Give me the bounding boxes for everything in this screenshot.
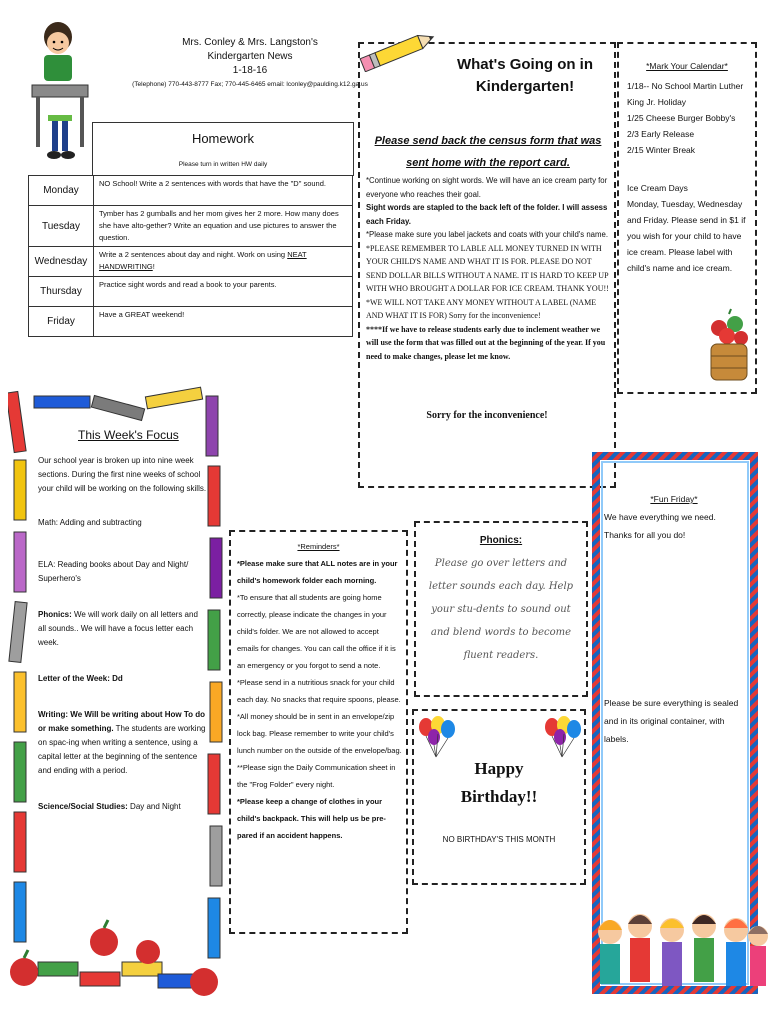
homework-day: Monday (29, 176, 94, 206)
calendar-list (627, 78, 755, 158)
news-title-line: What's Going on in (456, 56, 594, 73)
children-group-illustration (592, 900, 770, 1010)
homework-task (94, 247, 353, 277)
focus-item-label: ELA (38, 560, 54, 569)
student-at-desk-illustration (28, 15, 92, 165)
focus-item-text: We will work daily on all letters and all sounds.. We will have a focus letter each week. (38, 610, 198, 647)
fun-friday-text: We have everything we need. Thanks for all you do! (604, 512, 716, 540)
calendar-item: 1/18-- No School Martin Luther King Jr. Holiday (627, 81, 744, 107)
homework-task: Have a GREAT weekend! (94, 307, 353, 337)
phonics-box (414, 521, 588, 697)
focus-item (38, 708, 208, 778)
homework-task-text: Write a 2 sentences about day and night. Work on using (99, 250, 286, 259)
homework-row (29, 307, 353, 337)
newsletter-date: 1-18-16 (232, 65, 268, 76)
phonics-title: Phonics: (479, 535, 523, 546)
homework-task: Tymber has 2 gumballs and her mom gives her 2 more. How many does she have alto-gether? Write an equation and use pictures to answer the question. (94, 206, 353, 247)
homework-task-emphasis: NEAT HANDWRITING (99, 250, 307, 271)
homework-day: Friday (29, 307, 94, 337)
weekly-focus-section (38, 428, 208, 834)
homework-row (29, 206, 353, 247)
reminder-item: **Please sign the Daily Communication sheet in the "Frog Folder" every night. (237, 763, 396, 789)
homework-header (92, 122, 354, 176)
newsletter-header (100, 36, 400, 92)
homework-row (29, 277, 353, 307)
birthday-note: NO BIRTHDAY'S THIS MONTH (442, 835, 556, 844)
reminder-item: *All money should be in sent in an envelope/zip lock bag. Please remember to write your child's lunch number on the outside of the envelope/bag. (237, 712, 402, 755)
focus-item (38, 800, 208, 814)
focus-item (38, 608, 208, 650)
reminders-list (237, 555, 402, 844)
apple-basket-icon (707, 308, 751, 384)
ice-cream-text: Monday, Tuesday, Wednesday and Friday. Please send in $1 if you wish for your child to have ice cream. Please label with child's name and ice cream. (627, 199, 746, 273)
birthday-line: Happy (474, 759, 524, 778)
calendar-item: 2/15 Winter Break (627, 145, 696, 155)
reminder-item: *Please keep a change of clothes in your child's backpack. This will help us be pre-pared if an accident happens. (237, 797, 386, 840)
news-paragraph: *PLEASE REMEMBER TO LABLE ALL MONEY TURNED IN WITH YOUR CHILD'S NAME AND WHAT IT IS FOR. PLEASE DO NOT SEND DOLLAR BILLS WITHOUT A NAME. IT IS HARD TO KEEP UP WITH WHO BROUGHT A DOLLAR FOR ICE CREAM. THANK YOU!! (366, 243, 609, 293)
focus-item-label: Phonics: (38, 610, 72, 619)
birthday-box (412, 709, 586, 885)
phonics-text: Please go over letters and letter sounds each day. Help your stu-dents to sound out and blend words to become fluent readers. (428, 558, 574, 661)
calendar-item: 2/3 Early Release (627, 129, 695, 139)
news-paragraph: *WE WILL NOT TAKE ANY MONEY WITHOUT A LABEL (NAME AND WHAT IT IS FOR) Sorry for the inconvenience! (366, 297, 597, 320)
birthday-title (414, 755, 584, 811)
focus-item-text: : Adding and subtracting (55, 518, 142, 527)
focus-item-label: Science/Social Studies: (38, 802, 128, 811)
pencil-icon (356, 30, 440, 72)
focus-intro: Our school year is broken up into nine week sections. During the first nine weeks of school your child will be working on the following skills. (38, 456, 207, 493)
ice-cream-title: Ice Cream Days (627, 183, 688, 193)
news-apology: Sorry for the inconvenience! (426, 410, 548, 421)
news-paragraph: ****If we have to release students early due to inclement weather we will use the form that was filled out at the beginning of the year. If you need to make changes, please let me know. (366, 324, 606, 361)
reminder-item: *Please make sure that ALL notes are in your child's homework folder each morning. (237, 559, 398, 585)
homework-subtitle: Please turn in written HW daily (178, 161, 268, 168)
focus-item-label: Math (38, 518, 56, 527)
balloons-icon (416, 715, 456, 759)
ice-cream-days (627, 180, 749, 276)
reminders-title: *Reminders* (297, 542, 340, 551)
homework-day: Tuesday (29, 206, 94, 247)
fun-friday-title: *Fun Friday* (650, 494, 698, 504)
focus-title: This Week's Focus (78, 428, 179, 442)
birthday-line: Birthday!! (460, 787, 538, 806)
focus-item-text: The students are working on spac-ing when writing a sentence, using a capital letter at the beginning of the sentence and ending with a period. (38, 724, 206, 775)
fun-friday-closing: Please be sure everything is sealed and in its original container, with labels. (604, 698, 739, 744)
news-paragraph: *Continue working on sight words. We will have an ice cream party for everyone who reaches their goal. (366, 176, 608, 199)
focus-item (38, 558, 208, 586)
homework-task: NO School! Write a 2 sentences with words that have the "D" sound. (94, 176, 353, 206)
homework-task-end: ! (152, 262, 155, 271)
census-notice: Please send back the census form that was sent home with the report card. (374, 135, 602, 169)
news-paragraph: *Please make sure you label jackets and coats with your child's name. (366, 230, 609, 239)
teacher-names: Mrs. Conley & Mrs. Langston's (182, 37, 318, 48)
homework-row (29, 247, 353, 277)
balloons-icon (542, 715, 582, 759)
news-body (366, 174, 612, 363)
kindergarten-news-box (358, 42, 616, 488)
homework-title: Homework (191, 131, 255, 146)
news-paragraph: Sight words are stapled to the back left of the folder. I will assess each Friday. (366, 203, 608, 226)
calendar-item: 1/25 Cheese Burger Bobby's (627, 113, 736, 123)
reminders-box (229, 530, 408, 934)
reminder-item: *Please send in a nutritious snack for your child each day. No snacks that require spoons, please. (237, 678, 401, 704)
letter-of-week: Letter of the Week: Dd (38, 674, 123, 683)
homework-day: Wednesday (29, 247, 94, 277)
homework-table (28, 175, 353, 337)
contact-info: (Telephone) 770-443-8777 Fax; 770-445-6465 email: lconley@paulding.k12.ga.us (132, 81, 368, 88)
focus-item-text: : Reading books about Day and Night/ Superhero's (38, 560, 189, 583)
focus-item-label: Writing: We Will be writing about How To do or make something. (38, 710, 206, 733)
news-title-line: Kindergarten! (475, 78, 575, 95)
focus-item-text: Day and Night (127, 802, 181, 811)
news-title (440, 54, 610, 98)
fun-friday-section (604, 490, 744, 748)
focus-item (38, 516, 208, 530)
homework-day: Thursday (29, 277, 94, 307)
homework-task: Practice sight words and read a book to your parents. (94, 277, 353, 307)
homework-row (29, 176, 353, 206)
newsletter-name: Kindergarten News (207, 51, 293, 62)
calendar-title: *Mark Your Calendar* (646, 61, 728, 71)
reminder-item: *To ensure that all students are going home correctly, please indicate the changes in your child's folder. We are not allowed to accept emails for changes. You can call the office if it is an emergency or you forgot to send a note. (237, 593, 396, 670)
